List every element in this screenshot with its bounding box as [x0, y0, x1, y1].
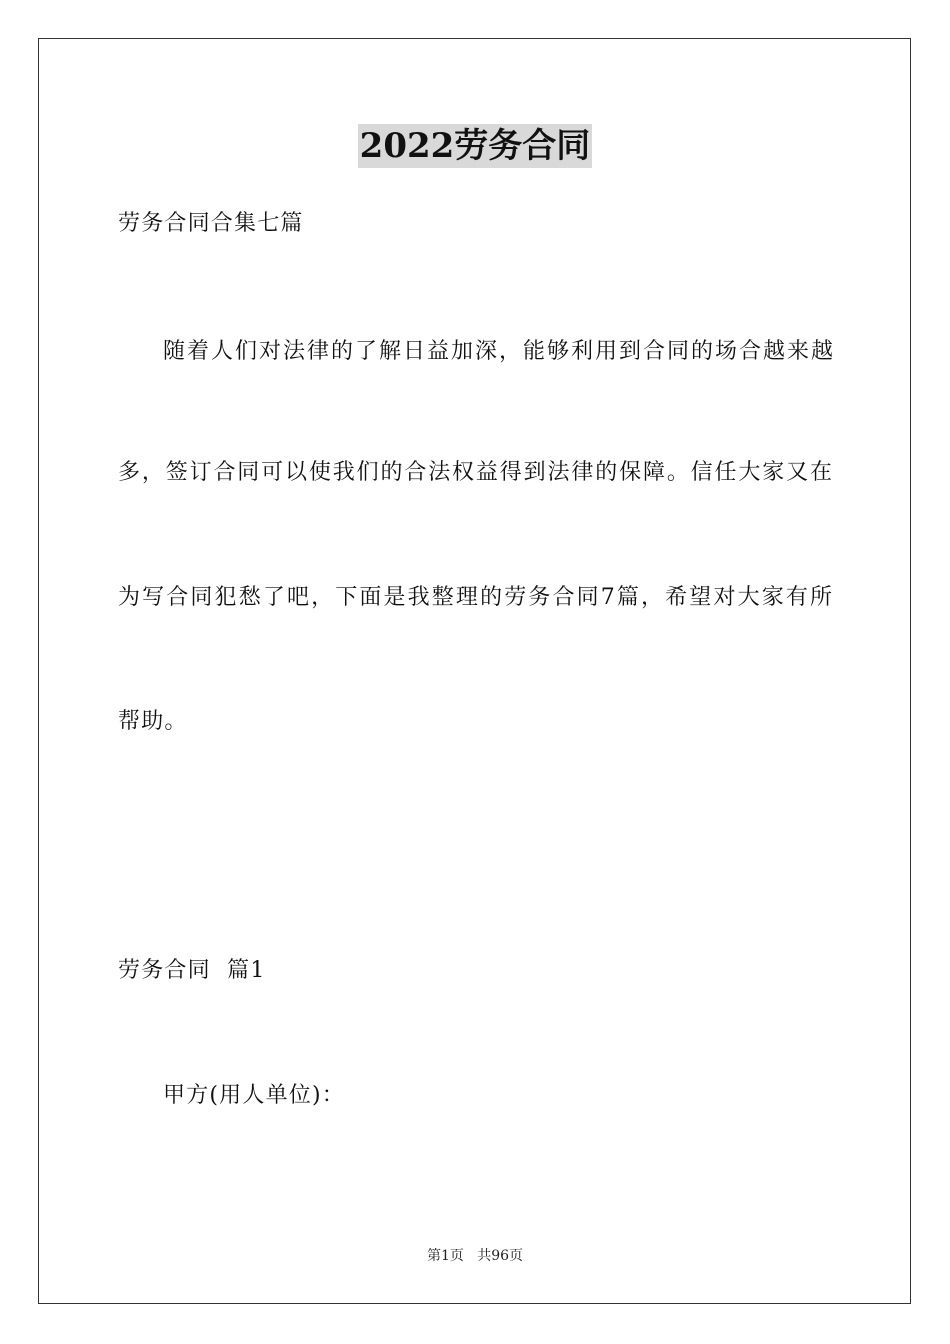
intro-paragraph-line-3: 为写合同犯愁了吧，下面是我整理的劳务合同7篇，希望对大家有所	[118, 585, 832, 610]
intro-paragraph-line-4: 帮助。	[118, 709, 188, 734]
page-footer: 第1页 共96页	[426, 1248, 524, 1264]
document-subtitle: 劳务合同合集七篇	[118, 211, 304, 236]
intro-paragraph-line-1: 随着人们对法律的了解日益加深，能够利用到合同的场合越来越	[163, 339, 833, 364]
document-title: 2022劳务合同	[359, 126, 591, 166]
section-heading: 劳务合同 篇1	[118, 958, 266, 983]
party-a-line: 甲方(用人单位)：	[163, 1083, 345, 1108]
title-container	[0, 124, 950, 168]
intro-paragraph-line-2: 多，签订合同可以使我们的合法权益得到法律的保障。信任大家又在	[118, 460, 832, 485]
